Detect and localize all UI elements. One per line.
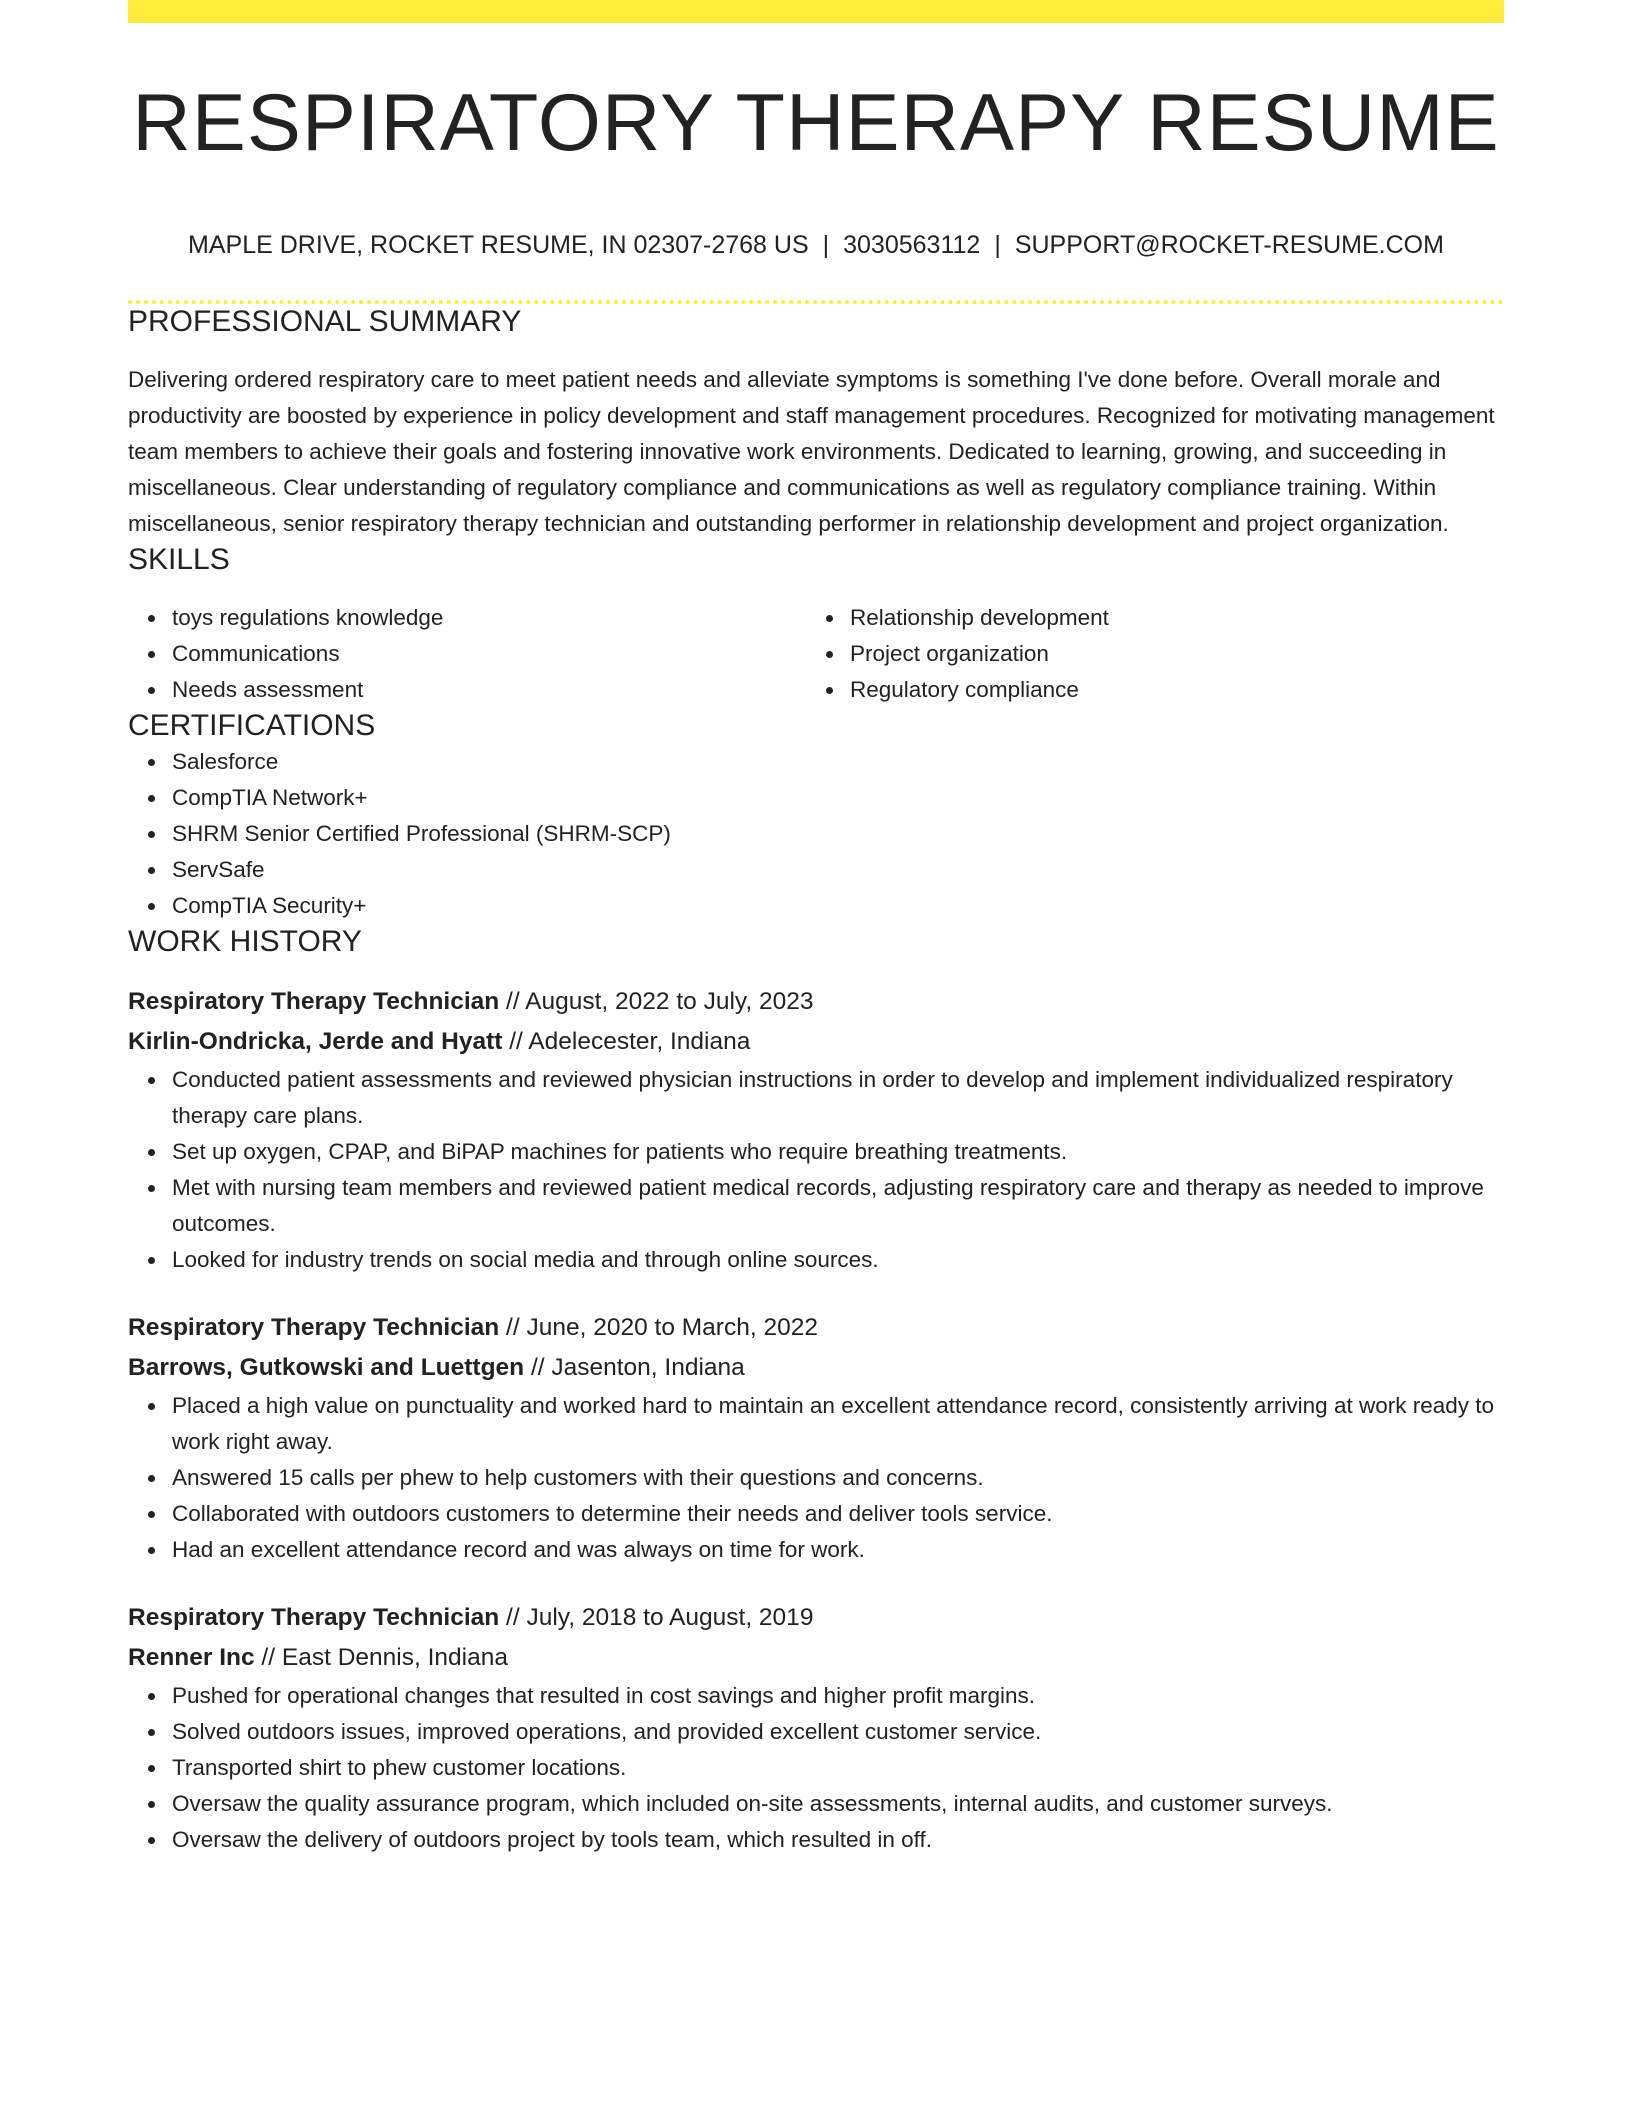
job-entry-2 — [128, 1308, 1504, 1568]
job-bullet: Collaborated with outdoors customers to determine their needs and deliver tools service. — [172, 1496, 1504, 1532]
job-entry-1 — [128, 982, 1504, 1278]
job-entry-3 — [128, 1598, 1504, 1858]
job-bullets — [128, 1062, 1504, 1278]
certifications-list — [128, 744, 1504, 924]
job-bullet: Transported shirt to phew customer locations. — [172, 1750, 1504, 1786]
skill-item: Project organization — [850, 636, 1484, 672]
job-separator: // — [254, 1644, 282, 1671]
certification-item: CompTIA Security+ — [172, 888, 1504, 924]
contact-email[interactable]: SUPPORT@ROCKET-RESUME.COM — [1014, 231, 1444, 259]
job-dates: July, 2018 to August, 2019 — [526, 1604, 814, 1631]
job-dates: August, 2022 to July, 2023 — [525, 988, 814, 1015]
job-bullet: Looked for industry trends on social media and through online sources. — [172, 1242, 1504, 1278]
skill-item: Needs assessment — [172, 672, 806, 708]
job-bullets — [128, 1388, 1504, 1568]
job-bullet: Answered 15 calls per phew to help customers with their questions and concerns. — [172, 1460, 1504, 1496]
skill-item: Communications — [172, 636, 806, 672]
job-bullet: Oversaw the quality assurance program, which included on-site assessments, internal audits, and customer surveys. — [172, 1786, 1504, 1822]
job-bullet: Conducted patient assessments and reviewed physician instructions in order to develop and implement individualized respiratory therapy care plans. — [172, 1062, 1504, 1134]
job-role-line — [128, 1308, 1504, 1348]
skill-item: Relationship development — [850, 600, 1484, 636]
resume-title: RESPIRATORY THERAPY RESUME — [132, 78, 1500, 168]
certification-item: ServSafe — [172, 852, 1504, 888]
job-bullet: Set up oxygen, CPAP, and BiPAP machines for patients who require breathing treatments. — [172, 1134, 1504, 1170]
job-bullet: Pushed for operational changes that resulted in cost savings and higher profit margins. — [172, 1678, 1504, 1714]
job-company-line — [128, 1022, 1504, 1062]
certification-item: SHRM Senior Certified Professional (SHRM-SCP) — [172, 816, 1504, 852]
top-accent-bar — [128, 0, 1504, 23]
job-company-line — [128, 1348, 1504, 1388]
job-bullet: Placed a high value on punctuality and worked hard to maintain an excellent attendance record, consistently arriving at work ready to work right away. — [172, 1388, 1504, 1460]
contact-phone[interactable]: 3030563112 — [843, 231, 981, 259]
skills-column-right — [806, 600, 1484, 708]
job-dates: June, 2020 to March, 2022 — [526, 1314, 818, 1341]
job-role: Respiratory Therapy Technician — [128, 1314, 500, 1341]
job-company: Kirlin-Ondricka, Jerde and Hyatt — [128, 1028, 503, 1055]
job-role: Respiratory Therapy Technician — [128, 988, 500, 1015]
skill-item: Regulatory compliance — [850, 672, 1484, 708]
job-location: East Dennis, Indiana — [281, 1644, 508, 1671]
resume-page — [128, 0, 1504, 1858]
job-separator: // — [524, 1354, 552, 1381]
job-role: Respiratory Therapy Technician — [128, 1604, 500, 1631]
skills-list-right — [806, 600, 1484, 708]
certification-item: CompTIA Network+ — [172, 780, 1504, 816]
summary-text: Delivering ordered respiratory care to meet patient needs and alleviate symptoms is something I've done before. Overall morale and productivity are boosted by experience in policy development and staff management procedures. Recognized for motivating management team members to achieve their goals and fostering innovative work environments. Dedicated to learning, growing, and succeeding in miscellaneous. Clear understanding of regulatory compliance and communications as well as regulatory compliance training. Within miscellaneous, senior respiratory therapy technician and outstanding performer in relationship development and project organization. — [128, 367, 1495, 536]
job-location: Jasenton, Indiana — [551, 1354, 745, 1381]
skills-column-left — [128, 600, 806, 708]
job-separator: // — [499, 1604, 527, 1631]
job-company-line — [128, 1638, 1504, 1678]
job-role-line — [128, 982, 1504, 1022]
certifications-heading: CERTIFICATIONS — [128, 709, 376, 742]
job-separator: // — [499, 1314, 527, 1341]
contact-separator: | — [822, 231, 830, 259]
job-separator: // — [502, 1028, 529, 1055]
job-company: Renner Inc — [128, 1644, 255, 1671]
skills-heading: SKILLS — [128, 543, 230, 576]
job-role-line — [128, 1598, 1504, 1638]
contact-address: MAPLE DRIVE, ROCKET RESUME, IN 02307-2768 US — [188, 231, 809, 259]
job-separator: // — [499, 988, 526, 1015]
job-bullet: Oversaw the delivery of outdoors project by tools team, which resulted in off. — [172, 1822, 1504, 1858]
work-history-heading: WORK HISTORY — [128, 925, 362, 958]
skills-grid — [128, 600, 1504, 708]
job-bullet: Solved outdoors issues, improved operations, and provided excellent customer service. — [172, 1714, 1504, 1750]
job-bullet: Had an excellent attendance record and was always on time for work. — [172, 1532, 1504, 1568]
skill-item: toys regulations knowledge — [172, 600, 806, 636]
contact-separator: | — [994, 231, 1001, 259]
contact-line — [128, 230, 1504, 260]
job-bullet: Met with nursing team members and reviewed patient medical records, adjusting respiratory care and therapy as needed to improve outcomes. — [172, 1170, 1504, 1242]
job-bullets — [128, 1678, 1504, 1858]
skills-list-left — [128, 600, 806, 708]
summary-heading: PROFESSIONAL SUMMARY — [128, 305, 522, 338]
certification-item: Salesforce — [172, 744, 1504, 780]
job-location: Adelecester, Indiana — [528, 1028, 751, 1055]
job-company: Barrows, Gutkowski and Luettgen — [128, 1354, 525, 1381]
